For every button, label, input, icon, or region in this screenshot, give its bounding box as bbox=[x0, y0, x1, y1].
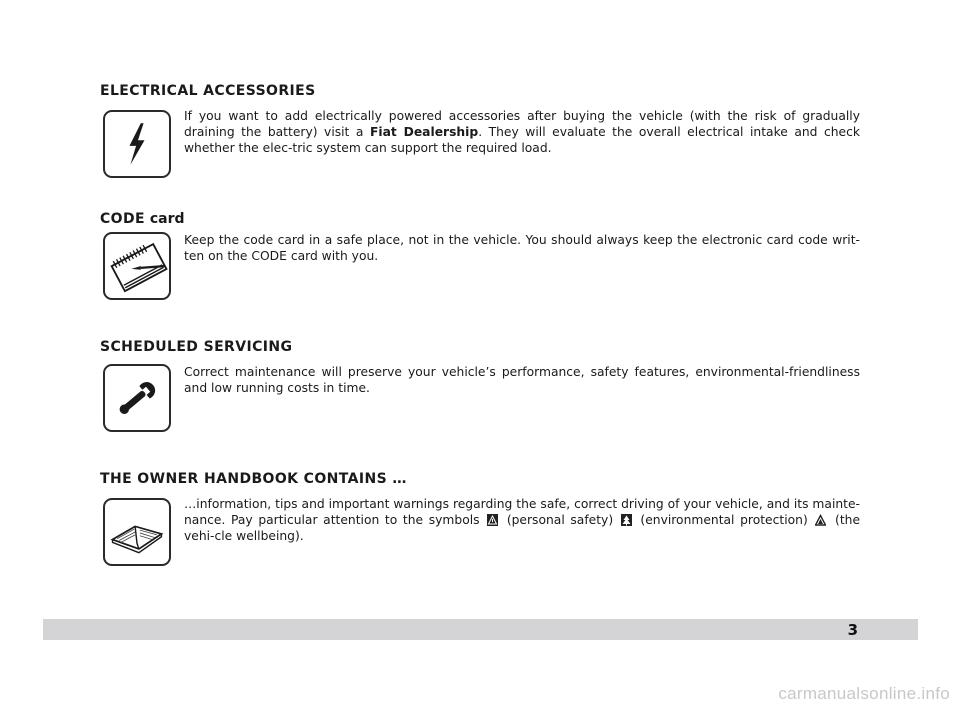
footer-bar bbox=[43, 619, 918, 640]
code-card-text: Keep the code card in a safe place, not in the vehicle. You should always keep the electronic card code writ-ten on the CODE card with you. bbox=[184, 233, 860, 263]
personal-safety-icon bbox=[487, 514, 498, 526]
heading-code-card: CODE card bbox=[100, 211, 185, 227]
lightning-bolt-icon bbox=[103, 110, 171, 178]
section-owner-handbook bbox=[100, 470, 861, 543]
vehicle-wellbeing-icon bbox=[815, 514, 826, 526]
heading-scheduled-servicing: SCHEDULED SERVICING bbox=[100, 339, 293, 355]
section-electrical-accessories bbox=[100, 82, 860, 155]
section-scheduled-servicing bbox=[100, 338, 860, 395]
fiat-dealership-label: Fiat Dealership bbox=[369, 125, 479, 139]
heading-electrical-accessories: ELECTRICAL ACCESSORIES bbox=[100, 83, 316, 99]
code-card-icon bbox=[103, 232, 171, 300]
wrench-icon bbox=[103, 364, 171, 432]
scheduled-servicing-text: Correct maintenance will preserve your vehicle’s performance, safety features, environmental-friendliness and low running costs in time. bbox=[184, 365, 860, 395]
open-book-icon bbox=[103, 498, 171, 566]
heading-owner-handbook: THE OWNER HANDBOOK CONTAINS … bbox=[100, 471, 407, 487]
page-number: 3 bbox=[847, 621, 858, 639]
electrical-accessories-text: If you want to add electrically powered accessories after buying the vehicle (with the risk of gradually draining the battery) visit a Fiat Dealership. They will evaluate the overall electrical intake and check whether the elec-tric system can support the required load. bbox=[184, 109, 860, 155]
section-code-card bbox=[100, 210, 860, 263]
owner-handbook-text: …information, tips and important warnings regarding the safe, correct driving of your vehicle, and its mainte-nance. Pay particular attention to the symbols (personal safety) (environmental protection) (the vehi-cle wellbeing). bbox=[184, 497, 861, 543]
environmental-protection-icon bbox=[621, 514, 632, 526]
watermark-text: carmanualsonline.info bbox=[778, 684, 950, 703]
